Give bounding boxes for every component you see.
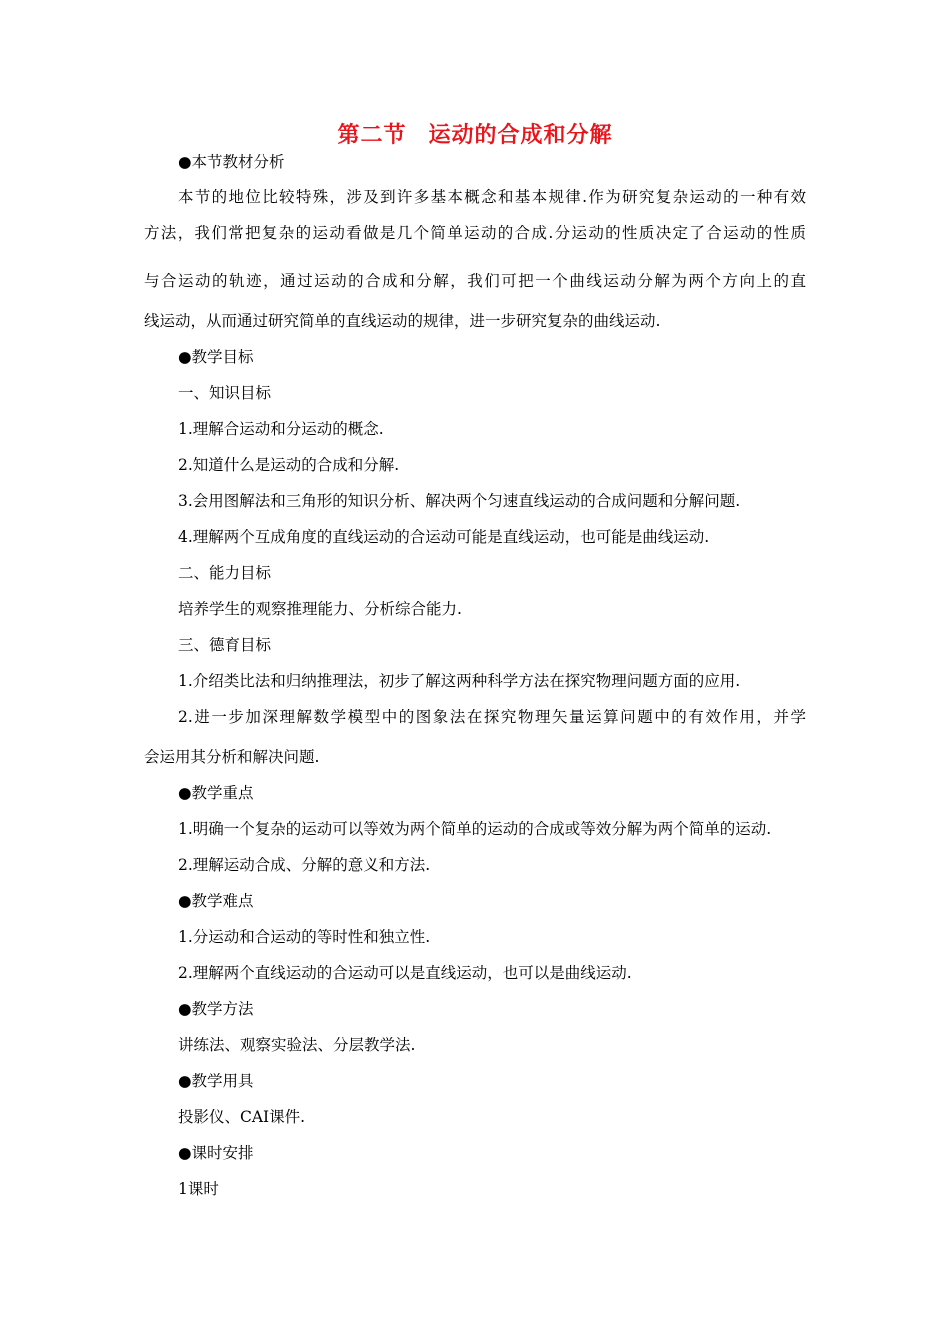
heading-ability-goals: 二、能力目标 <box>178 564 272 582</box>
heading-textbook-analysis: ●本节教材分析 <box>178 153 285 171</box>
heading-teaching-tools: ●教学用具 <box>178 1072 254 1090</box>
knowledge-goal-item: 4.理解两个互成角度的直线运动的合运动可能是直线运动，也可能是曲线运动. <box>178 528 710 546</box>
analysis-paragraph-line-3: 与合运动的轨迹，通过运动的合成和分解，我们可把一个曲线运动分解为两个方向上的直 <box>144 272 806 290</box>
moral-goal-item-1: 1.介绍类比法和归纳推理法，初步了解这两种科学方法在探究物理问题方面的应用. <box>178 672 741 690</box>
moral-goal-item-2-line-2: 会运用其分析和解决问题. <box>144 748 320 766</box>
knowledge-goal-item: 2.知道什么是运动的合成和分解. <box>178 456 400 474</box>
moral-goal-item-2-line-1: 2.进一步加深理解数学模型中的图象法在探究物理矢量运算问题中的有效作用，并学 <box>178 708 806 726</box>
analysis-paragraph-line-4: 线运动，从而通过研究简单的直线运动的规律，进一步研究复杂的曲线运动. <box>144 312 661 330</box>
key-point-item: 2.理解运动合成、分解的意义和方法. <box>178 856 431 874</box>
heading-class-schedule: ●课时安排 <box>178 1144 254 1162</box>
key-point-item: 1.明确一个复杂的运动可以等效为两个简单的运动的合成或等效分解为两个简单的运动. <box>178 820 772 838</box>
title-text: 运动的合成和分解 <box>428 122 613 148</box>
heading-teaching-methods: ●教学方法 <box>178 1000 254 1018</box>
difficulty-item: 1.分运动和合运动的等时性和独立性. <box>178 928 431 946</box>
analysis-paragraph-line-1: 本节的地位比较特殊，涉及到许多基本概念和基本规律.作为研究复杂运动的一种有效 <box>178 188 806 206</box>
teaching-tools-text: 投影仪、CAI课件. <box>178 1108 306 1126</box>
heading-teaching-goals: ●教学目标 <box>178 348 254 366</box>
analysis-paragraph-line-2: 方法，我们常把复杂的运动看做是几个简单运动的合成.分运动的性质决定了合运动的性质 <box>144 224 806 242</box>
document-title <box>0 120 950 150</box>
knowledge-goal-item: 1.理解合运动和分运动的概念. <box>178 420 384 438</box>
heading-knowledge-goals: 一、知识目标 <box>178 384 272 402</box>
heading-key-points: ●教学重点 <box>178 784 254 802</box>
difficulty-item: 2.理解两个直线运动的合运动可以是直线运动，也可以是曲线运动. <box>178 964 632 982</box>
knowledge-goal-item: 3.会用图解法和三角形的知识分析、解决两个匀速直线运动的合成问题和分解问题. <box>178 492 741 510</box>
teaching-methods-text: 讲练法、观察实验法、分层教学法. <box>178 1036 416 1054</box>
heading-difficulties: ●教学难点 <box>178 892 254 910</box>
ability-goal-item: 培养学生的观察推理能力、分析综合能力. <box>178 600 462 618</box>
class-schedule-text: 1课时 <box>178 1180 219 1198</box>
heading-moral-goals: 三、德育目标 <box>178 636 272 654</box>
title-section-number: 第二节 <box>337 122 407 148</box>
